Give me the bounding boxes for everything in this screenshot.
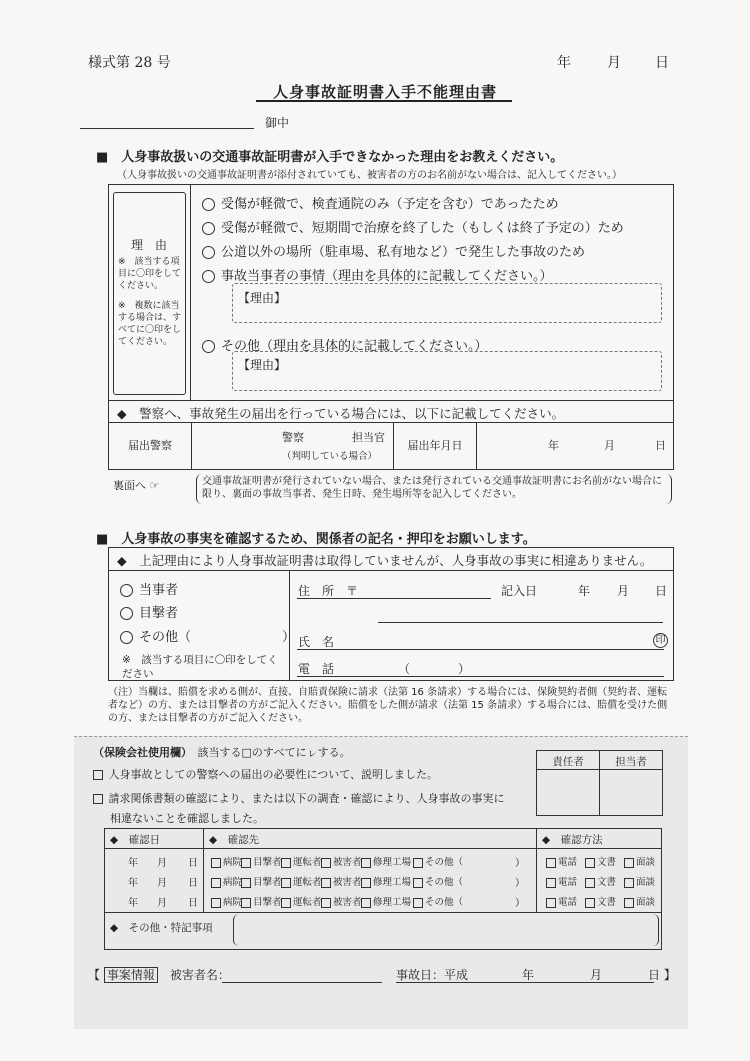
checkbox-icon [585,878,595,888]
phone-label: 電 話 [298,662,335,676]
police-heading: ◆ 警察へ、事故発生の届出を行っている場合には、以下に記載してください。 [117,406,565,421]
checkbox-icon [211,878,221,888]
section2-heading: ■ 人身事故の事実を確認するため、関係者の記名・押印をお願いします。 [96,532,536,547]
reason-box-label-1: 【理由】 [238,291,287,305]
radio-circle-icon [202,246,215,259]
confirm-target-option[interactable]: 運転者 [281,854,322,868]
entry-day[interactable]: 日 [655,584,668,598]
report-day[interactable]: 日 [655,439,666,452]
entry-date-label: 記入日 [501,584,538,598]
report-year[interactable]: 年 [548,439,559,452]
checkbox-icon [281,878,291,888]
name-field[interactable] [297,649,664,650]
checkbox-icon [211,898,221,908]
roles-note: ※ 該当する項目に〇印をしてください [122,654,278,680]
in-charge-label: 担当者 [615,756,647,768]
reason-option-1[interactable]: 受傷が軽微で、検査通院のみ（予定を含む）であったため [202,193,559,212]
accident-date-label: 事故日：平成 [396,968,469,982]
confirm-target-option[interactable]: 修理工場 [361,854,411,868]
checkbox-icon [546,878,556,888]
officer-note: （判明している場合） [282,451,378,462]
confirm-method-option[interactable]: 電話 [546,894,577,908]
officer-label[interactable]: 担当官 [352,431,385,444]
checkbox-icon [361,858,371,868]
accident-month[interactable]: 月 [590,968,603,982]
role-party[interactable]: 当事者 [120,579,178,598]
header-year: 年 [557,55,571,71]
checkbox-icon [413,878,423,888]
checkbox-icon [624,898,634,908]
confirm-year[interactable]: 年 [128,898,138,909]
checkbox-icon [546,898,556,908]
checkbox-icon [585,858,595,868]
entry-month[interactable]: 月 [617,584,630,598]
confirm-method-option[interactable]: 文書 [585,854,616,868]
address-label: 住 所 〒 [298,584,359,598]
confirm-target-option[interactable]: 運転者 [281,874,322,888]
reverse-note: 交通事故証明書が発行されていない場合、または発行されている交通事故証明書にお名前がない場合に限り、裏面の事故当事者、発生日時、発生場所等を記入してください。 [202,476,662,500]
role-witness[interactable]: 目撃者 [120,602,178,621]
insurer-check-1[interactable]: 人身事故としての警察への届出の必要性について、説明しました。 [93,766,438,782]
reason-label-box [113,192,186,395]
checkbox-icon [93,794,103,804]
confirm-target-option[interactable]: 修理工場 [361,894,411,908]
confirm-method-option[interactable]: 電話 [546,854,577,868]
checkbox-icon [281,898,291,908]
header-month: 月 [607,55,621,71]
confirm-year[interactable]: 年 [128,858,138,869]
header-day: 日 [655,55,669,71]
checkbox-icon [624,858,634,868]
confirm-target-option[interactable]: 運転者 [281,894,322,908]
section1-heading: ■ 人身事故扱いの交通事故証明書が入手できなかった理由をお教えください。 [96,150,564,165]
checkbox-icon [624,878,634,888]
confirm-target-option[interactable]: 修理工場 [361,874,411,888]
seal-mark: 印 [653,633,668,648]
confirm-method-option[interactable]: 面談 [624,854,655,868]
confirm-target-option[interactable]: 病院 [211,894,242,908]
confirm-month[interactable]: 月 [157,898,167,909]
reason-note-2: ※ 複数に該当する場合は、すべてに〇印をしてください。 [118,301,182,347]
confirm-target-option[interactable]: その他（ [413,854,463,868]
paren-close: ） [515,858,525,869]
name-label: 氏 名 [298,635,335,649]
addressee-field[interactable] [80,128,254,129]
reason-note-1: ※ 該当する項目に〇印をしてください。 [118,257,182,291]
reason-option-2[interactable]: 受傷が軽微で、短期間で治療を終了した（もしくは終了予定の）ため [202,217,624,236]
phone-field[interactable]: （ ） [398,662,471,676]
accident-day[interactable]: 日 】 [648,968,676,982]
insurer-check-2[interactable]: 請求関係書類の確認により、または以下の調査・確認により、人身事故の事実に [93,790,505,806]
reason-text-box-1[interactable] [232,283,662,323]
checkbox-icon [361,878,371,888]
confirm-month[interactable]: 月 [157,878,167,889]
confirm-month[interactable]: 月 [157,858,167,869]
square-bullet-icon: ■ [96,532,122,547]
radio-circle-icon [120,631,133,644]
reason-text-box-2[interactable] [232,351,662,391]
square-bullet-icon: ■ [96,150,122,165]
checkbox-icon [241,898,251,908]
radio-circle-icon [202,270,215,283]
checkbox-icon [585,898,595,908]
entry-year[interactable]: 年 [578,584,591,598]
form-number: 様式第 28 号 [88,55,171,71]
checkbox-icon [321,878,331,888]
col-method: ◆ 確認方法 [542,834,603,846]
reason-option-3[interactable]: 公道以外の場所（駐車場、私有地など）で発生した事故のため [202,241,585,260]
col-target: ◆ 確認先 [209,834,260,846]
confirm-method-option[interactable]: 面談 [624,894,655,908]
confirm-target-option[interactable]: 目撃者 [241,854,282,868]
reason-option-5[interactable]: その他（理由を具体的に記載してください。） [202,335,488,354]
other-notes-field[interactable] [233,914,659,946]
checkbox-icon [93,770,103,780]
confirm-year[interactable]: 年 [128,878,138,889]
addressee-suffix: 御中 [265,116,290,130]
confirm-day[interactable]: 日 [188,898,198,909]
checkbox-icon [281,858,291,868]
confirm-target-option[interactable]: その他（ [413,874,463,888]
checkbox-icon [321,898,331,908]
confirm-method-option[interactable]: 文書 [585,894,616,908]
radio-circle-icon [120,584,133,597]
footnote: （注）当欄は、賠償を求める側が、直接、自賠責保険に請求（法第 16 条請求）する場合には、保険契約者側（契約者、運転者など）の方、または目撃者の方がご記入ください。賠償をした側が請求（法第 15 条請求）する場合には、賠償を受けた側の方、または目撃者の方がご記入ください。 [108,687,668,724]
checkbox-icon [241,858,251,868]
radio-circle-icon [202,222,215,235]
witness-statement: ◆ 上記理由により人身事故証明書は取得していませんが、人身事故の事実に相違ありません。 [117,553,653,568]
insurer-heading: （保険会社使用欄） 該当する□のすべてにㇾする。 [93,746,351,759]
report-month[interactable]: 月 [604,439,615,452]
checkbox-icon [211,858,221,868]
radio-circle-icon [202,340,215,353]
confirm-target-option[interactable]: 病院 [211,854,242,868]
checkbox-icon [413,858,423,868]
confirm-method-option[interactable]: 電話 [546,874,577,888]
confirm-target-option[interactable]: 目撃者 [241,894,282,908]
paren-close: ） [515,878,525,889]
confirm-method-option[interactable]: 文書 [585,874,616,888]
radio-circle-icon [202,198,215,211]
responsible-label: 責任者 [552,756,584,768]
reason-option-4[interactable]: 事故当事者の事情（理由を具体的に記載してください。） [202,265,553,284]
role-other[interactable]: その他（ ） [120,626,295,645]
checkbox-icon [413,898,423,908]
confirm-target-option[interactable]: その他（ [413,894,463,908]
address-field[interactable] [378,622,663,623]
report-date-label: 届出年月日 [407,439,463,452]
accident-year[interactable]: 年 [522,968,535,982]
confirm-day[interactable]: 日 [188,878,198,889]
checkbox-icon [361,898,371,908]
section1-note: （人身事故扱いの交通事故証明書が添付されていても、被害者の方のお名前がない場合は、記入してください。） [117,170,622,181]
pointing-hand-icon: ☞ [149,479,160,492]
confirm-target-option[interactable]: 被害者 [321,894,362,908]
reverse-label: 裏面へ ☞ [113,479,160,492]
confirm-target-option[interactable]: 被害者 [321,874,362,888]
insurer-check-2b: 相違ないことを確認しました。 [110,812,264,825]
victim-name-field[interactable] [222,982,382,983]
case-info-label: 事案情報 [104,967,158,983]
confirm-target-option[interactable]: 目撃者 [241,874,282,888]
radio-circle-icon [120,607,133,620]
checkbox-icon [241,878,251,888]
confirm-target-option[interactable]: 病院 [211,874,242,888]
checkbox-icon [546,858,556,868]
page-title: 人身事故証明書入手不能理由書 [272,83,497,101]
case-info: 【 事案情報 被害者名： [88,968,230,982]
reason-label: 理 由 [130,238,167,252]
other-notes-label: ◆ その他・特記事項 [110,922,213,934]
col-date: ◆ 確認日 [110,834,161,846]
paren-close: ） [515,898,525,909]
police-label[interactable]: 警察 [282,431,304,444]
reason-box-label-2: 【理由】 [238,358,287,372]
confirm-day[interactable]: 日 [188,858,198,869]
police-station-label: 届出警察 [128,439,172,452]
confirm-target-option[interactable]: 被害者 [321,854,362,868]
confirm-method-option[interactable]: 面談 [624,874,655,888]
checkbox-icon [321,858,331,868]
